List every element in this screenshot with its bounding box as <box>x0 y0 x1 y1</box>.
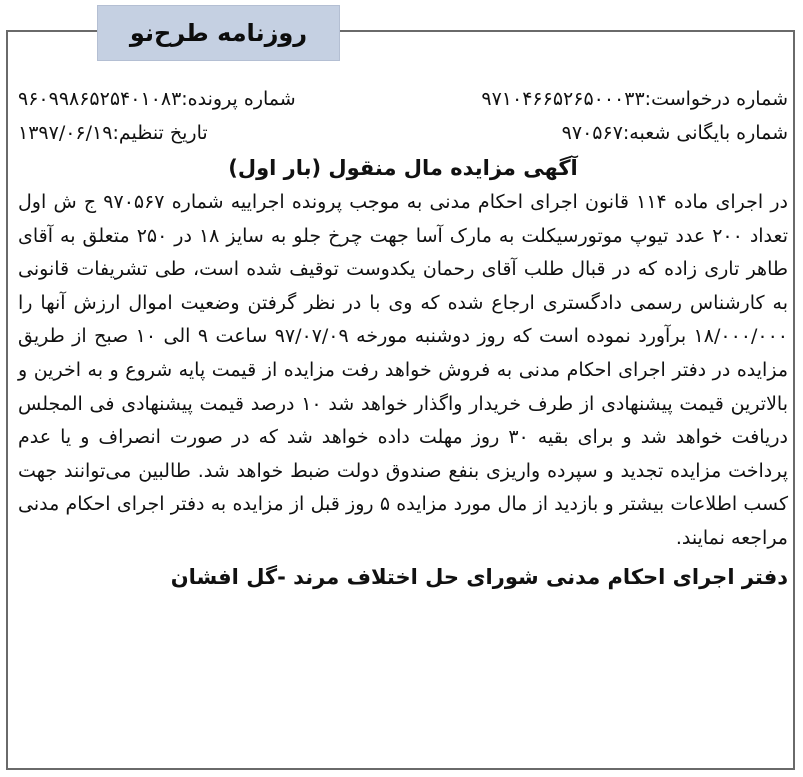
newspaper-name: روزنامه طرح‌نو <box>129 19 308 47</box>
issue-date: تاریخ تنظیم:۱۳۹۷/۰۶/۱۹ <box>18 122 208 144</box>
meta-row-2 <box>18 116 788 150</box>
newspaper-header <box>97 5 340 61</box>
request-number: شماره درخواست:۹۷۱۰۴۶۶۵۲۶۵۰۰۰۳۳ <box>481 88 788 110</box>
notice-content <box>18 82 788 592</box>
notice-title: آگهی مزایده مال منقول (بار اول) <box>228 156 578 180</box>
notice-body: در اجرای ماده ۱۱۴ قانون اجرای احکام مدنی به موجب پرونده اجراییه شماره ۹۷۰۵۶۷ ج ش اول تعداد ۲۰۰ عدد تیوپ موتورسیکلت به مارک آسا جهت چرخ جلو به سایز ۱۸ در ۲۵۰ متعلق به آقای طاهر تاری زاده که در قبال طلب آقای رحمان یکدوست توقیف شده است، طی تشریفات قانونی به کارشناس رسمی دادگستری ارجاع شده که وی با در نظر گرفتن وضعیت اموال ارزش آنها را ۱۸/۰۰۰/۰۰۰ برآورد نموده است که روز دوشنبه مورخه ۹۷/۰۷/۰۹ ساعت ۹ الی ۱۰ صبح از طریق مزایده در دفتر اجرای احکام مدنی به فروش خواهد رفت مزایده از قیمت پایه شروع و به اخرین و بالاترین قیمت پیشنهادی از طرف خریدار واگذار خواهد شد ۱۰ درصد قیمت پیشنهادی فی المجلس دریافت خواهد شد و برای بقیه ۳۰ روز مهلت داده خواهد شد که در صورت انصراف و یا عدم پرداخت مزایده تجدید و سپرده واریزی بنفع صندوق دولت ضبط خواهد شد. طالبین می‌توانند جهت کسب اطلاعات بیشتر و بازدید از مال مورد مزایده ۵ روز قبل از مزایده به دفتر اجرای احکام مدنی مراجعه نمایند. <box>18 191 789 549</box>
archive-number: شماره بایگانی شعبه:۹۷۰۵۶۷ <box>561 122 788 144</box>
notice-signature: دفتر اجرای احکام مدنی شورای حل اختلاف مرند -گل افشان <box>170 564 788 589</box>
meta-row-1 <box>18 82 788 116</box>
case-number: شماره پرونده:۹۶۰۹۹۸۶۵۲۵۴۰۱۰۸۳ <box>18 88 296 110</box>
